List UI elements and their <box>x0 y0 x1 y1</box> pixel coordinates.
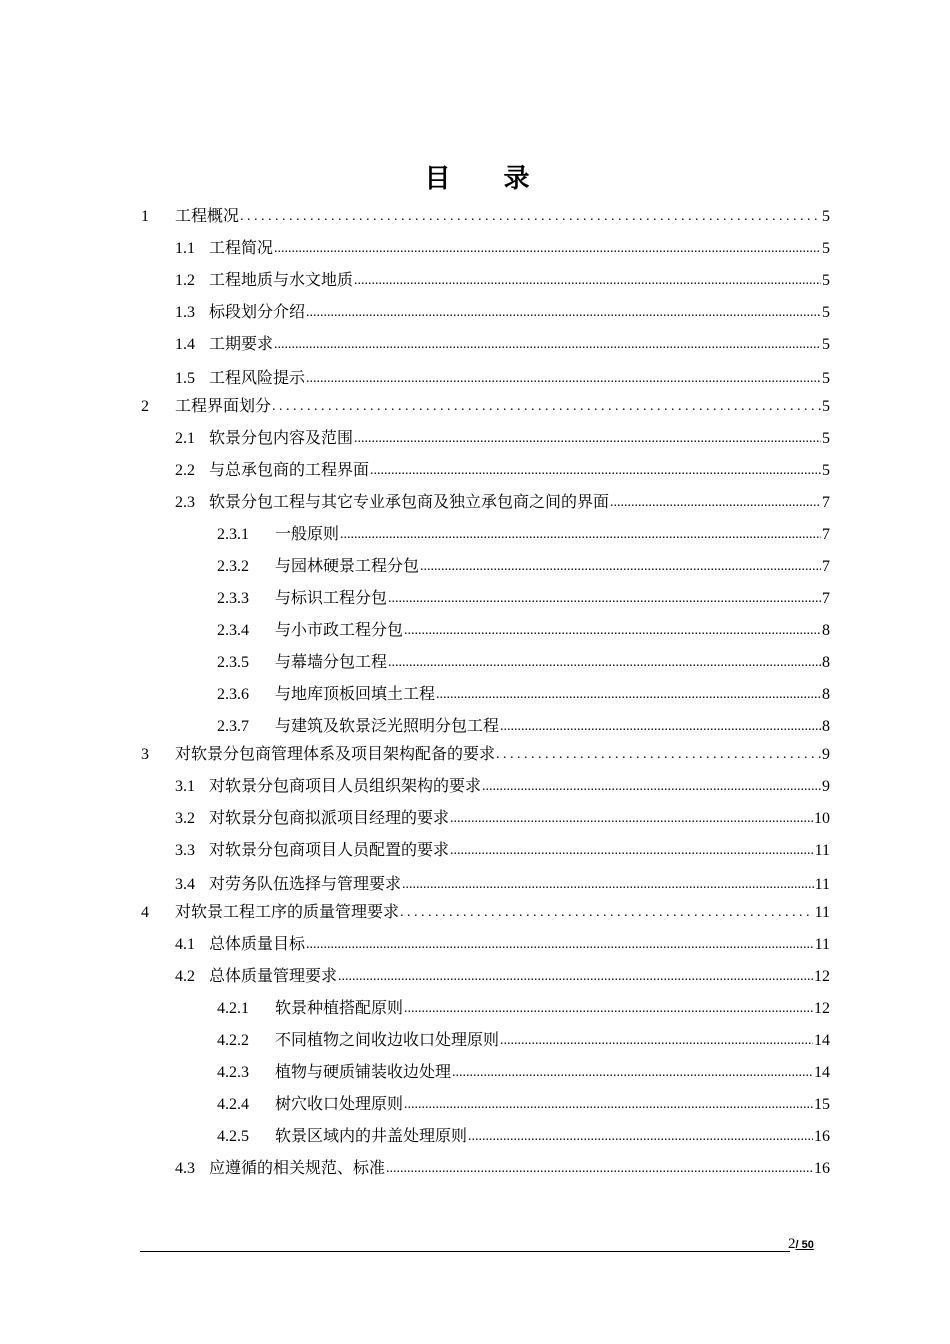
toc-entry[interactable] <box>0 958 950 986</box>
toc-entry-page: 5 <box>822 398 830 415</box>
toc-entry-number: 4.2.3 <box>217 1064 249 1081</box>
toc-entry-page: 7 <box>822 494 830 511</box>
toc-entry-number: 1.1 <box>175 240 195 257</box>
toc-entry-number: 4.1 <box>175 936 195 953</box>
toc-leader-dots <box>388 654 821 672</box>
toc-leader-dots <box>500 1032 813 1050</box>
toc-entry-page: 9 <box>822 746 830 763</box>
toc-leader-dots <box>386 1160 813 1178</box>
toc-entry[interactable] <box>0 708 950 736</box>
toc-entry-number: 2.1 <box>175 430 195 447</box>
toc-entry-title: 总体质量目标 <box>209 934 306 953</box>
toc-entry-number: 4.2.5 <box>217 1128 249 1145</box>
toc-entry-title: 一般原则 <box>275 524 340 543</box>
toc-entry[interactable] <box>0 580 950 608</box>
toc-entry-number: 2.3.3 <box>217 590 249 607</box>
toc-leader-dots <box>420 558 821 576</box>
toc-entry-title: 树穴收口处理原则 <box>275 1094 404 1113</box>
toc-leader-dots <box>404 1000 813 1018</box>
toc-entry[interactable] <box>0 1054 950 1082</box>
toc-leader-dots <box>306 304 821 322</box>
toc-entry[interactable] <box>0 1086 950 1114</box>
toc-entry[interactable] <box>0 1150 950 1178</box>
toc-leader-dots <box>496 746 821 764</box>
toc-entry[interactable] <box>0 768 950 796</box>
toc-entry-title: 不同植物之间收边收口处理原则 <box>275 1030 500 1049</box>
toc-entry-title: 软景区域内的井盖处理原则 <box>275 1126 468 1145</box>
toc-entry-title: 总体质量管理要求 <box>209 966 338 985</box>
toc-entry-number: 2.3.6 <box>217 686 249 703</box>
toc-entry-page: 9 <box>822 778 830 795</box>
toc-entry-number: 2.3.5 <box>217 654 249 671</box>
toc-entry-number: 4 <box>141 904 149 921</box>
toc-entry-page: 8 <box>822 622 830 639</box>
toc-entry[interactable] <box>0 800 950 828</box>
toc-leader-dots <box>452 1064 813 1082</box>
toc-entry-title: 软景种植搭配原则 <box>275 998 404 1017</box>
toc-entry-title: 与标识工程分包 <box>275 588 388 607</box>
toc-entry-number: 3.3 <box>175 842 195 859</box>
toc-entry-page: 12 <box>814 1000 830 1017</box>
toc-entry-title: 工程界面划分 <box>175 396 272 415</box>
toc-entry-page: 5 <box>822 304 830 321</box>
toc-entry-number: 4.2.2 <box>217 1032 249 1049</box>
toc-entry[interactable] <box>0 548 950 576</box>
toc-leader-dots <box>450 810 813 828</box>
toc-entry-page: 11 <box>814 904 830 921</box>
toc-leader-dots <box>306 370 821 388</box>
toc-entry-number: 4.2.1 <box>217 1000 249 1017</box>
toc-entry-title: 与园林硬景工程分包 <box>275 556 420 575</box>
toc-entry-number: 1.2 <box>175 272 195 289</box>
toc-leader-dots <box>402 876 814 894</box>
toc-entry-page: 11 <box>814 936 830 953</box>
toc-entry-title: 与总承包商的工程界面 <box>209 460 370 479</box>
toc-entry-number: 3.1 <box>175 778 195 795</box>
toc-entry[interactable] <box>0 990 950 1018</box>
toc-entry-title: 对软景分包商项目人员配置的要求 <box>209 840 450 859</box>
toc-entry-page: 15 <box>814 1096 830 1113</box>
toc-entry[interactable] <box>0 1118 950 1146</box>
toc-entry-title: 软景分包内容及范围 <box>209 428 354 447</box>
toc-entry-page: 8 <box>822 654 830 671</box>
toc-entry-page: 5 <box>822 430 830 447</box>
toc-entry-number: 2.3 <box>175 494 195 511</box>
toc-entry-number: 3.4 <box>175 876 195 893</box>
toc-entry-page: 5 <box>822 240 830 257</box>
toc-entry-number: 1 <box>141 208 149 225</box>
toc-entry[interactable] <box>0 516 950 544</box>
toc-entry-title: 工程简况 <box>209 238 274 257</box>
toc-entry-page: 16 <box>814 1160 830 1177</box>
toc-entry-page: 12 <box>814 968 830 985</box>
toc-entry-number: 2.2 <box>175 462 195 479</box>
toc-entry-number: 1.5 <box>175 370 195 387</box>
toc-leader-dots <box>240 208 821 226</box>
toc-entry-title: 对软景分包商项目人员组织架构的要求 <box>209 776 482 795</box>
toc-leader-dots <box>404 1096 813 1114</box>
toc-entry-number: 2.3.4 <box>217 622 249 639</box>
toc-leader-dots <box>610 494 821 512</box>
toc-entry-title: 与幕墙分包工程 <box>275 652 388 671</box>
toc-leader-dots <box>274 336 821 354</box>
toc-leader-dots <box>338 968 813 986</box>
toc-entry-title: 对软景分包商拟派项目经理的要求 <box>209 808 450 827</box>
toc-entry[interactable] <box>0 360 950 388</box>
toc-entry-number: 3 <box>141 746 149 763</box>
toc-leader-dots <box>354 430 821 448</box>
toc-leader-dots <box>468 1128 813 1146</box>
toc-entry-title: 与地库顶板回填土工程 <box>275 684 436 703</box>
toc-entry[interactable] <box>0 1022 950 1050</box>
footer-divider <box>140 1251 790 1252</box>
toc-leader-dots <box>500 718 821 736</box>
toc-leader-dots <box>274 240 821 258</box>
toc-leader-dots <box>272 398 821 416</box>
toc-leader-dots <box>450 842 814 860</box>
page-number: 2 <box>788 1236 796 1252</box>
toc-entry-number: 3.2 <box>175 810 195 827</box>
toc-entry[interactable] <box>0 926 950 954</box>
toc-entry[interactable] <box>0 230 950 258</box>
toc-entry-page: 14 <box>814 1064 830 1081</box>
toc-entry[interactable] <box>0 736 950 764</box>
toc-leader-dots <box>404 622 821 640</box>
toc-entry-number: 2.3.1 <box>217 526 249 543</box>
toc-entry-page: 5 <box>822 208 830 225</box>
toc-entry[interactable] <box>0 612 950 640</box>
toc-entry[interactable] <box>0 484 950 512</box>
toc-entry-title: 工程地质与水文地质 <box>209 270 354 289</box>
toc-leader-dots <box>370 462 821 480</box>
toc-leader-dots <box>354 272 821 290</box>
toc-entry-title: 应遵循的相关规范、标准 <box>209 1158 386 1177</box>
toc-entry-number: 1.4 <box>175 336 195 353</box>
toc-entry-title: 软景分包工程与其它专业承包商及独立承包商之间的界面 <box>209 492 610 511</box>
toc-entry-page: 11 <box>814 842 830 859</box>
toc-entry-title: 工期要求 <box>209 334 274 353</box>
toc-entry-page: 8 <box>822 686 830 703</box>
toc-entry-title: 与小市政工程分包 <box>275 620 404 639</box>
toc-entry-page: 7 <box>822 590 830 607</box>
toc-entry-title: 对软景分包商管理体系及项目架构配备的要求 <box>175 744 496 763</box>
toc-entry-title: 对软景工程工序的质量管理要求 <box>175 902 400 921</box>
toc-entry-page: 7 <box>822 526 830 543</box>
toc-entry-title: 工程风险提示 <box>209 368 306 387</box>
toc-entry-number: 4.3 <box>175 1160 195 1177</box>
toc-entry-number: 2 <box>141 398 149 415</box>
toc-entry[interactable] <box>0 262 950 290</box>
toc-entry-page: 16 <box>814 1128 830 1145</box>
toc-entry-title: 与建筑及软景泛光照明分包工程 <box>275 716 500 735</box>
toc-entry[interactable] <box>0 388 950 416</box>
toc-entry-title: 植物与硬质铺装收边处理 <box>275 1062 452 1081</box>
toc-entry-page: 5 <box>822 370 830 387</box>
toc-entry[interactable] <box>0 676 950 704</box>
toc-entry[interactable] <box>0 866 950 894</box>
toc-entry-page: 5 <box>822 272 830 289</box>
toc-entry-number: 1.3 <box>175 304 195 321</box>
toc-leader-dots <box>436 686 821 704</box>
toc-leader-dots <box>340 526 821 544</box>
toc-entry[interactable] <box>0 452 950 480</box>
toc-leader-dots <box>400 904 814 922</box>
toc-entry-page: 5 <box>822 336 830 353</box>
page-title: 目 录 <box>424 164 552 194</box>
toc-entry-page: 8 <box>822 718 830 735</box>
toc-entry-page: 7 <box>822 558 830 575</box>
toc-entry-number: 4.2 <box>175 968 195 985</box>
toc-entry-page: 5 <box>822 462 830 479</box>
toc-entry-page: 11 <box>814 876 830 893</box>
toc-entry-title: 对劳务队伍选择与管理要求 <box>209 874 402 893</box>
toc-entry-number: 4.2.4 <box>217 1096 249 1113</box>
toc-leader-dots <box>306 936 814 954</box>
toc-entry[interactable] <box>0 832 950 860</box>
toc-entry[interactable] <box>0 644 950 672</box>
toc-entry[interactable] <box>0 326 950 354</box>
toc-entry[interactable] <box>0 198 950 226</box>
toc-entry-number: 2.3.7 <box>217 718 249 735</box>
toc-entry[interactable] <box>0 894 950 922</box>
toc-entry[interactable] <box>0 294 950 322</box>
toc-entry-page: 10 <box>814 810 830 827</box>
toc-entry-title: 工程概况 <box>175 206 240 225</box>
page-total: / 50 <box>795 1239 814 1251</box>
toc-entry[interactable] <box>0 420 950 448</box>
toc-entry-number: 2.3.2 <box>217 558 249 575</box>
toc-entry-title: 标段划分介绍 <box>209 302 306 321</box>
toc-entry-page: 14 <box>814 1032 830 1049</box>
page-footer <box>788 1236 814 1253</box>
toc-leader-dots <box>388 590 821 608</box>
toc-leader-dots <box>482 778 821 796</box>
